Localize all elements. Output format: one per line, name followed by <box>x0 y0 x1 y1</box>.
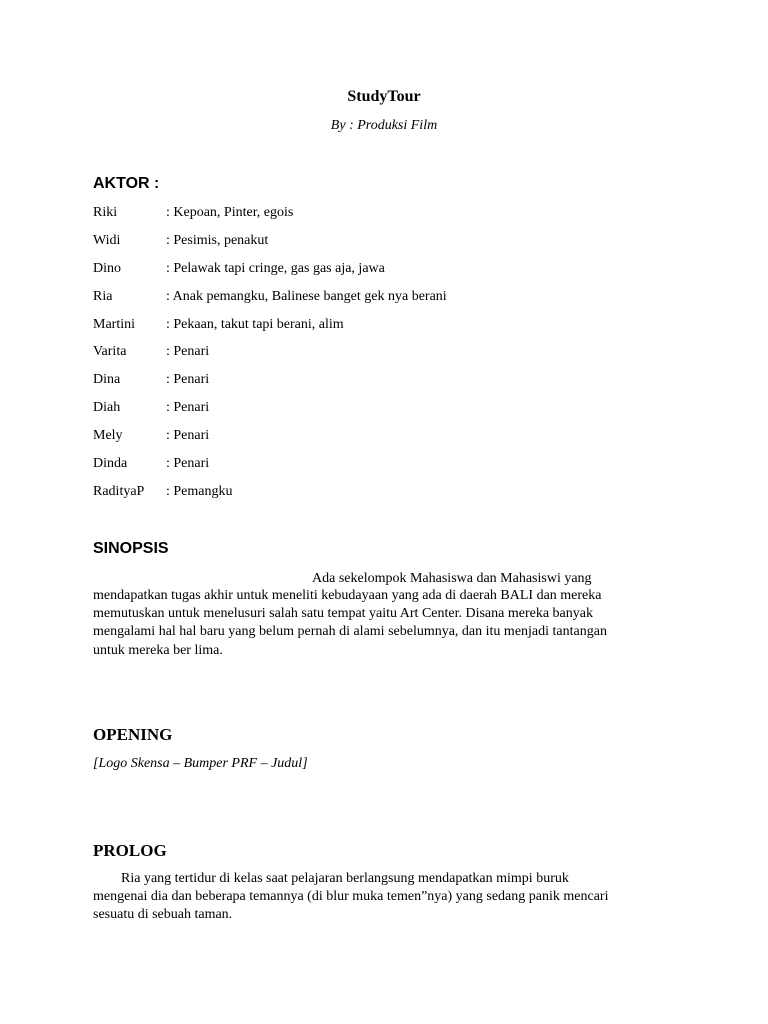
opening-heading: OPENING <box>93 725 173 744</box>
actor-row <box>93 453 693 481</box>
prolog-text-line: Ria yang tertidur di kelas saat pelajaran berlangsung mendapatkan mimpi buruk <box>121 871 569 886</box>
actor-row <box>93 341 693 369</box>
opening-text: [Logo Skensa – Bumper PRF – Judul] <box>93 756 308 771</box>
actor-list <box>93 202 693 509</box>
actor-description: : Penari <box>166 456 210 472</box>
actor-name: Mely <box>93 428 123 444</box>
actor-name: Ria <box>93 288 113 304</box>
actor-description: : Penari <box>166 428 210 444</box>
actor-description: : Penari <box>166 344 210 360</box>
sinopsis-text-line: untuk mereka ber lima. <box>93 643 223 658</box>
actor-name: Widi <box>93 232 121 248</box>
actor-description: : Penari <box>166 372 210 388</box>
aktor-heading: AKTOR : <box>93 175 160 192</box>
actor-row <box>93 202 693 230</box>
actor-row <box>93 230 693 258</box>
actor-name: Diah <box>93 400 121 416</box>
actor-name: Varita <box>93 344 127 360</box>
sinopsis-heading: SINOPSIS <box>93 540 169 557</box>
actor-row <box>93 258 693 286</box>
prolog-heading: PROLOG <box>93 841 167 860</box>
actor-description: : Pelawak tapi cringe, gas gas aja, jawa <box>166 260 385 276</box>
actor-name: Dino <box>93 260 121 276</box>
document-title: StudyTour <box>347 88 421 105</box>
actor-row <box>93 425 693 453</box>
sinopsis-text-line: memutuskan untuk menelusuri salah satu tempat yaitu Art Center. Disana mereka banyak <box>93 606 593 621</box>
sinopsis-text-line: Ada sekelompok Mahasiswa dan Mahasiswi yang <box>312 571 592 586</box>
prolog-text-line: sesuatu di sebuah taman. <box>93 907 233 922</box>
actor-name: Dinda <box>93 456 128 472</box>
actor-description: : Kepoan, Pinter, egois <box>166 205 294 220</box>
sinopsis-text-line: mengalami hal hal baru yang belum pernah di alami sebelumnya, dan itu menjadi tantangan <box>93 624 607 639</box>
document-subtitle: By : Produksi Film <box>330 118 438 133</box>
actor-description: : Pemangku <box>166 483 233 499</box>
actor-name: Dina <box>93 372 121 388</box>
actor-description: : Pesimis, penakut <box>166 232 269 248</box>
actor-row <box>93 397 693 425</box>
actor-row <box>93 314 693 342</box>
actor-name: Riki <box>93 205 118 220</box>
prolog-text-line: mengenai dia dan beberapa temannya (di blur muka temen”nya) yang sedang panik mencari <box>93 889 609 904</box>
actor-row <box>93 286 693 314</box>
actor-description: : Anak pemangku, Balinese banget gek nya berani <box>166 288 447 304</box>
actor-description: : Pekaan, takut tapi berani, alim <box>166 316 344 332</box>
actor-name: RadityaP <box>93 483 145 499</box>
sinopsis-text-line: mendapatkan tugas akhir untuk meneliti kebudayaan yang ada di daerah BALI dan mereka <box>93 588 602 603</box>
actor-row <box>93 481 693 509</box>
actor-row <box>93 369 693 397</box>
actor-name: Martini <box>93 316 135 332</box>
actor-description: : Penari <box>166 400 210 416</box>
